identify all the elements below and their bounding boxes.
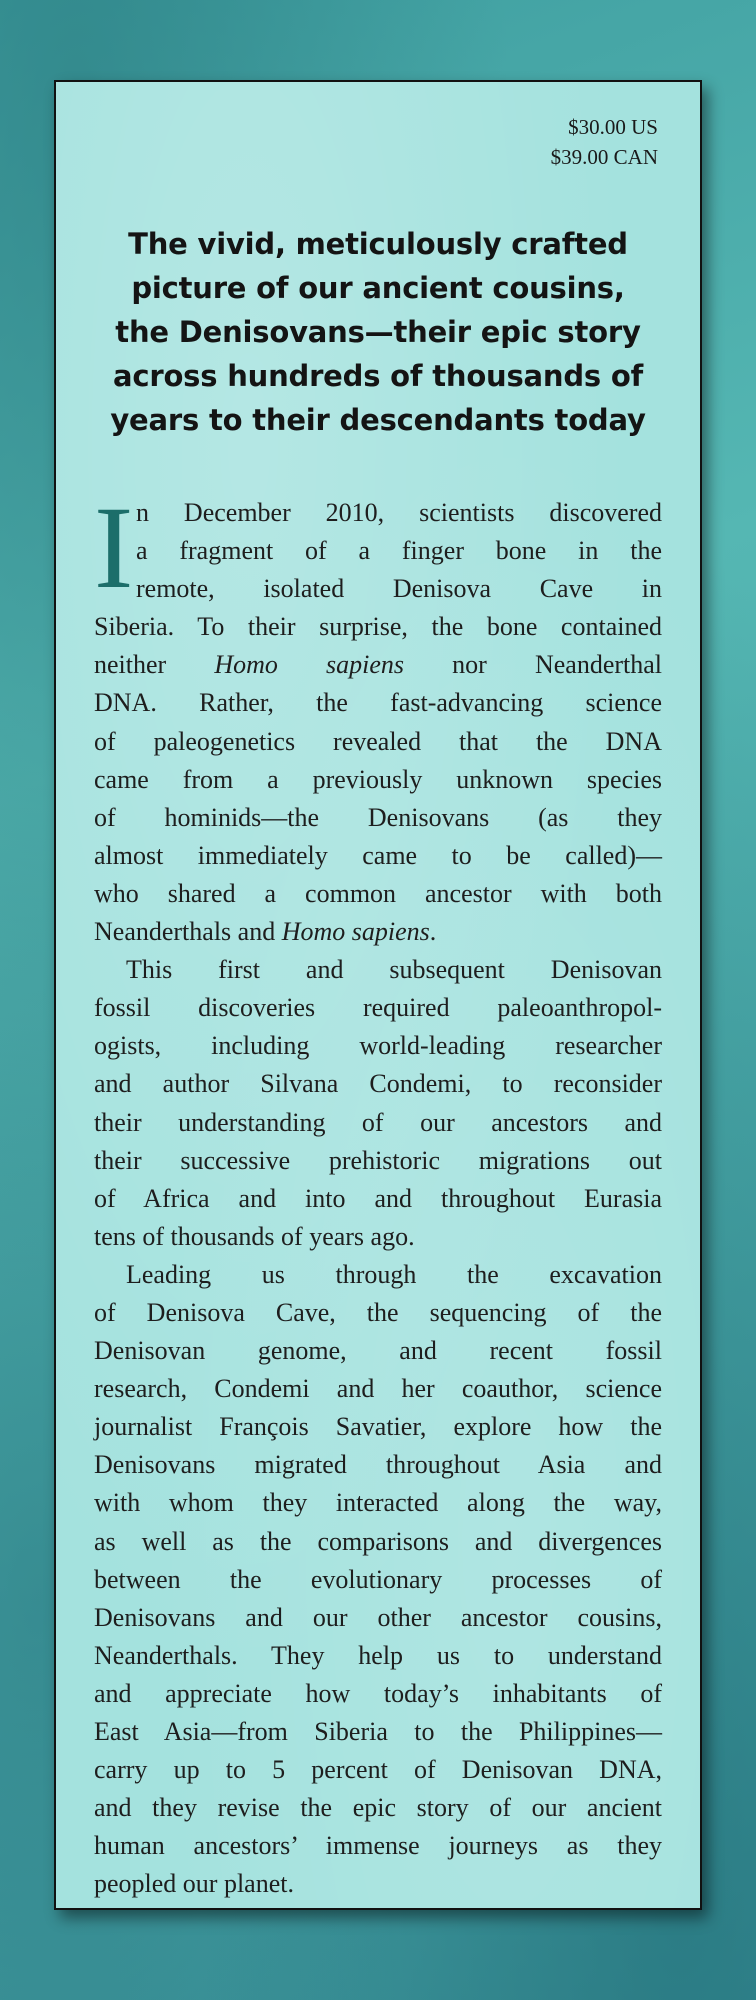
body-line: came from a previously unknown species: [94, 764, 662, 794]
body-text-run: nor Neanderthal: [404, 650, 663, 680]
body-line: human ancestors’ immense journeys as they: [94, 1831, 662, 1861]
price-block: [551, 112, 658, 172]
body-line: ogists, including world-leading researcher: [94, 1031, 662, 1061]
body-text-run: Neanderthals and: [94, 917, 282, 947]
headline-line: picture of our ancient cousins,: [131, 271, 625, 305]
body-line: research, Condemi and her coauthor, science: [94, 1374, 662, 1404]
body-text: [94, 482, 663, 1903]
body-line: a fragment of a finger bone in the: [136, 536, 662, 566]
body-line: [94, 913, 662, 951]
body-line: between the evolutionary processes of: [94, 1564, 662, 1594]
body-line: as well as the comparisons and divergences: [94, 1526, 662, 1556]
body-line: their understanding of our ancestors and: [94, 1107, 662, 1137]
body-line: fossil discoveries required paleoanthropol-: [94, 993, 662, 1023]
drop-cap: I: [94, 482, 134, 613]
body-line: who shared a common ancestor with both: [94, 878, 662, 908]
body-line: carry up to 5 percent of Denisovan DNA,: [94, 1755, 662, 1785]
body-line: of hominids—the Denisovans (as they: [94, 802, 662, 832]
body-line: tens of thousands of years ago.: [94, 1221, 415, 1251]
price-us: $30.00 US: [568, 115, 658, 139]
body-line: and they revise the epic story of our ancient: [94, 1793, 662, 1823]
headline-line: The vivid, meticulously crafted: [128, 227, 628, 261]
headline-line: years to their descendants today: [110, 403, 646, 437]
body-line: Neanderthals. They help us to understand: [94, 1640, 662, 1670]
body-text-run: neither: [94, 650, 215, 680]
body-line: [94, 646, 662, 684]
body-line: remote, isolated Denisova Cave in: [136, 574, 662, 604]
body-line: of Africa and into and throughout Eurasia: [94, 1183, 662, 1213]
jacket-flap-panel: [54, 80, 702, 1910]
body-line: Denisovans migrated throughout Asia and: [94, 1450, 662, 1480]
body-line: Denisovans and our other ancestor cousins,: [94, 1602, 662, 1632]
body-line: and author Silvana Condemi, to reconsider: [94, 1069, 662, 1099]
body-line: and appreciate how today’s inhabitants of: [94, 1678, 662, 1708]
body-line: Denisovan genome, and recent fossil: [94, 1336, 662, 1366]
body-line: East Asia—from Siberia to the Philippines—: [94, 1717, 662, 1746]
body-line: peopled our planet.: [94, 1869, 294, 1899]
body-line: journalist François Savatier, explore how the: [94, 1412, 662, 1442]
headline: [96, 222, 660, 442]
body-line: n December 2010, scientists discovered: [136, 498, 662, 527]
body-line: of Denisova Cave, the sequencing of the: [94, 1297, 662, 1327]
italic-species-name: Homo sapiens: [214, 650, 405, 680]
body-line: almost immediately came to be called)—: [94, 840, 662, 870]
body-line: Leading us through the excavation: [126, 1259, 662, 1289]
body-line: their successive prehistoric migrations out: [94, 1145, 662, 1175]
body-line: Siberia. To their surprise, the bone contained: [94, 612, 662, 642]
italic-species-name: Homo sapiens: [281, 917, 430, 947]
headline-line: the Denisovans—their epic story: [115, 315, 641, 349]
body-line: This first and subsequent Denisovan: [126, 955, 662, 985]
price-can: $39.00 CAN: [550, 145, 658, 169]
body-line: DNA. Rather, the fast-advancing science: [94, 688, 662, 718]
headline-line: across hundreds of thousands of: [112, 359, 644, 393]
body-text-run: .: [429, 917, 437, 947]
body-line: of paleogenetics revealed that the DNA: [94, 726, 662, 756]
body-line: with whom they interacted along the way,: [94, 1488, 662, 1518]
